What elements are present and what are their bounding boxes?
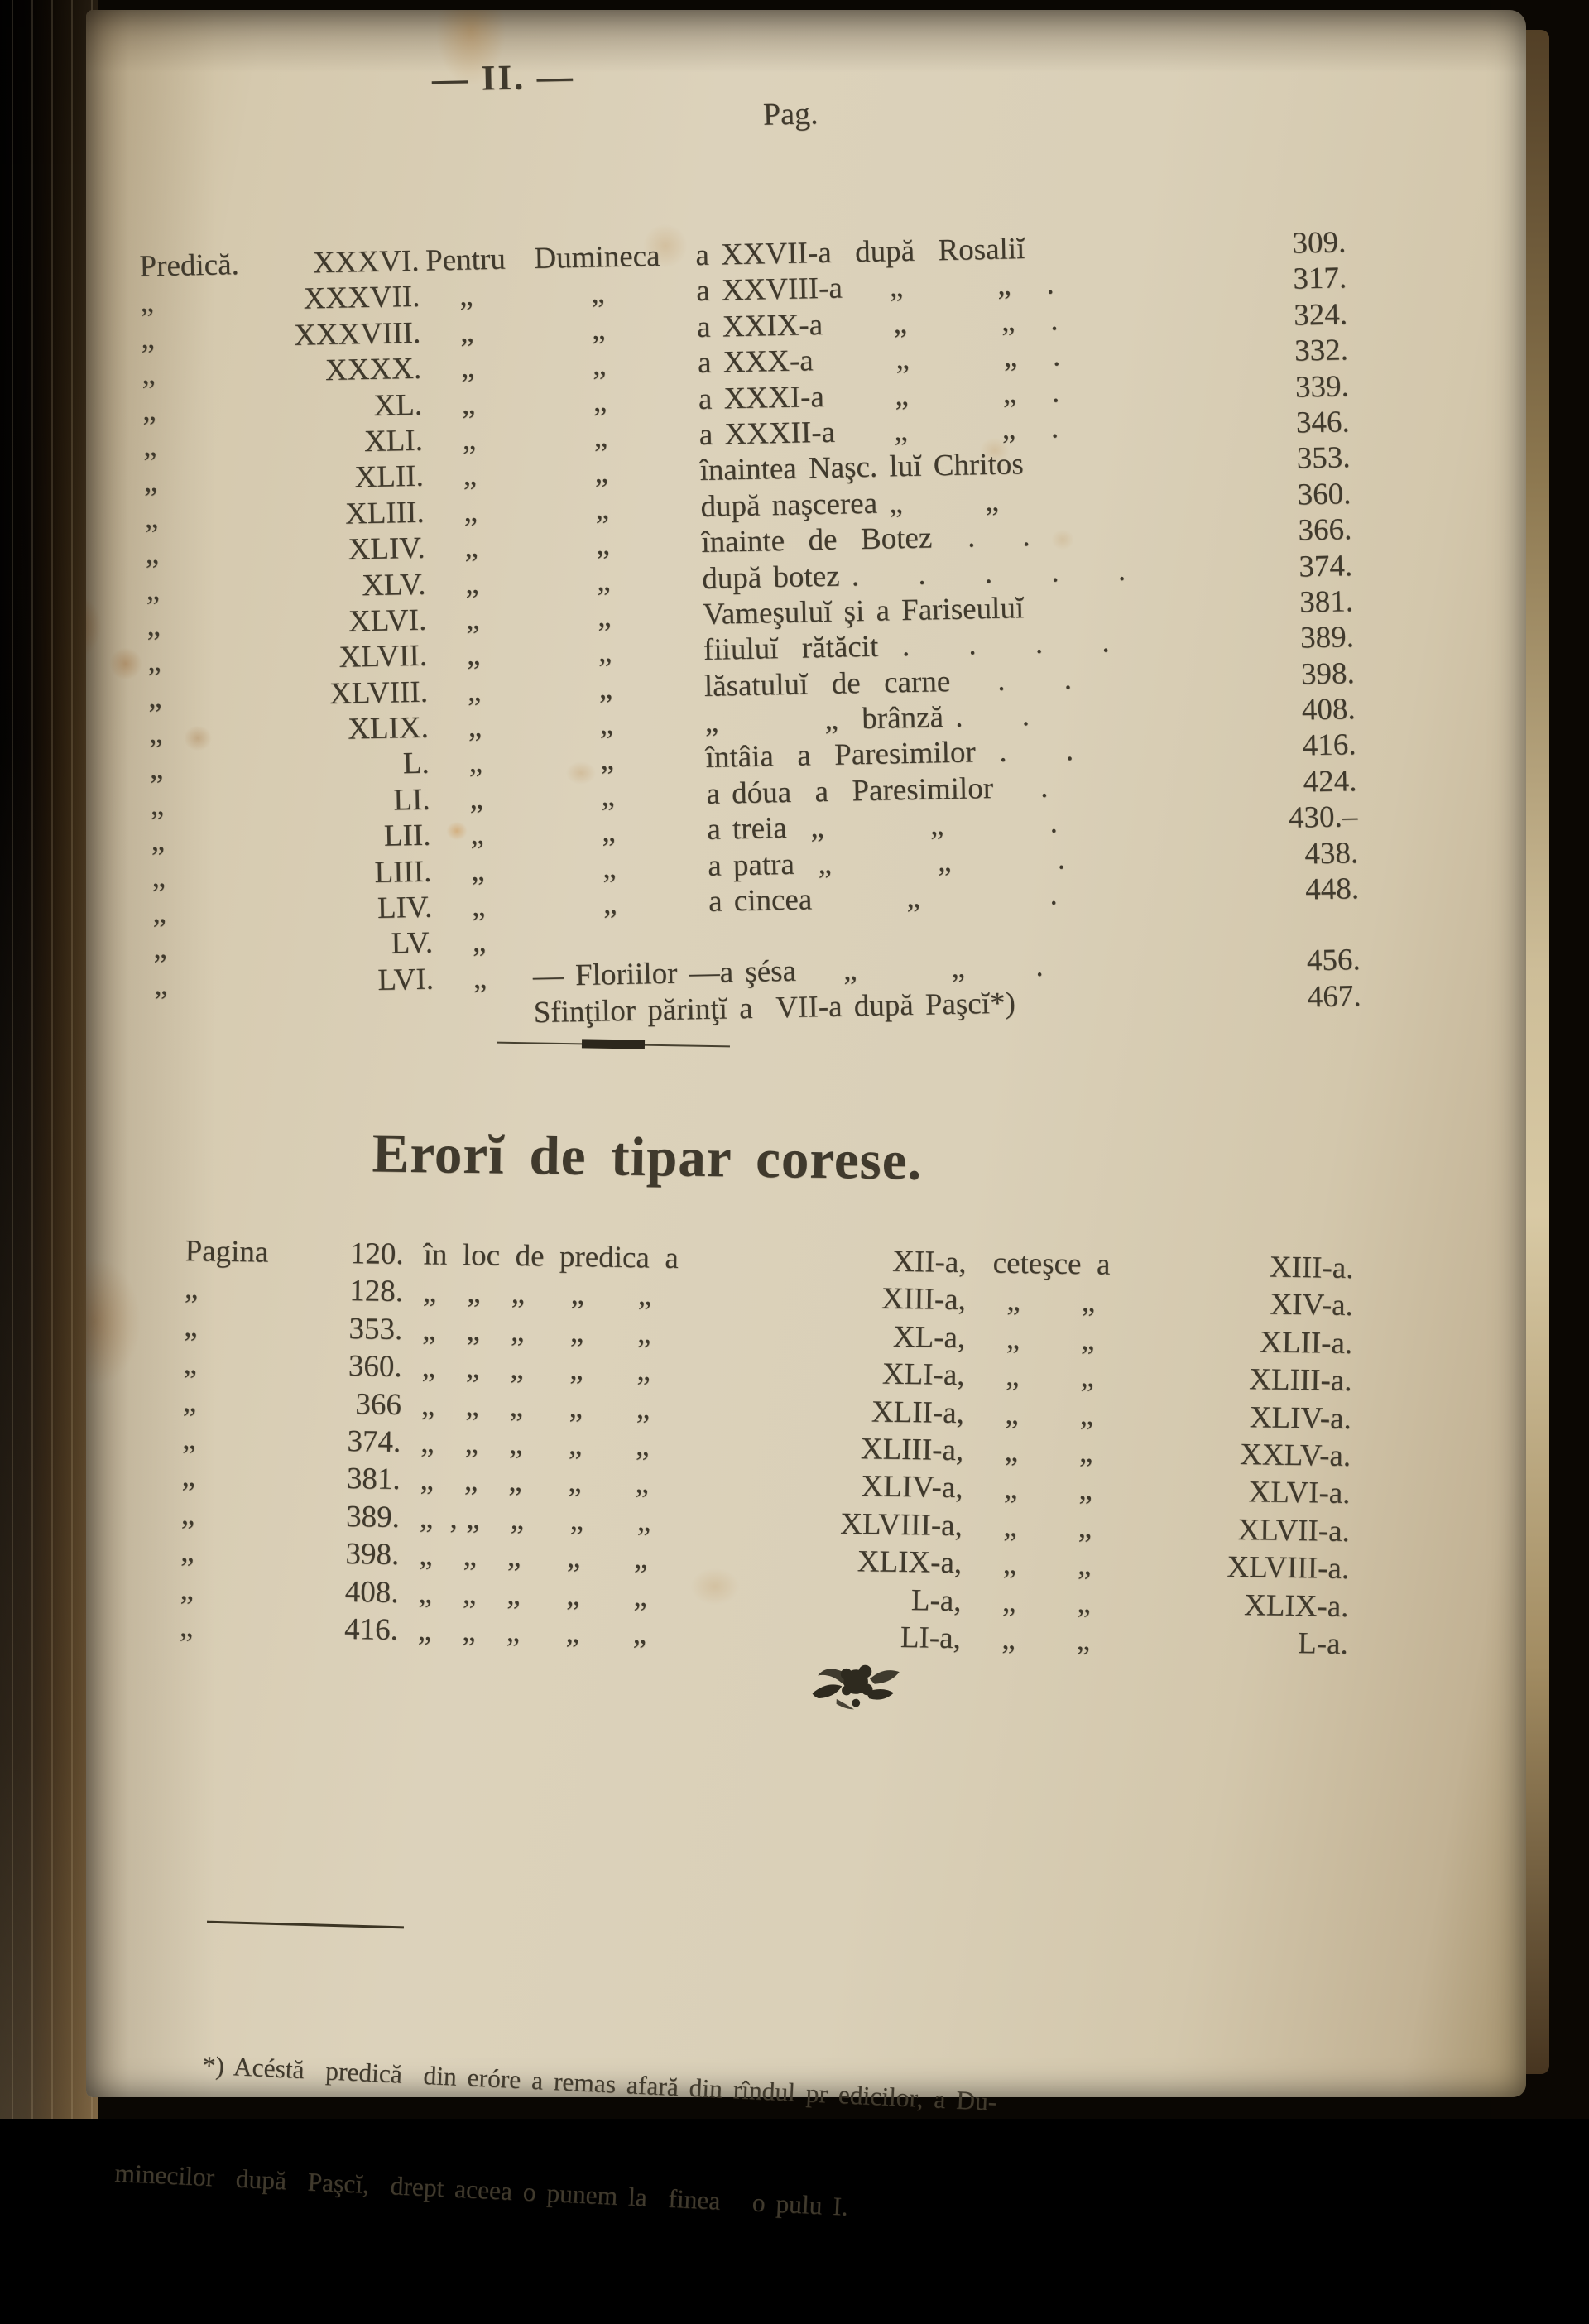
errata-correct-numeral: XLII-a. <box>1259 1325 1353 1361</box>
page-number-header: — II. — <box>431 57 576 99</box>
floral-ornament-icon <box>807 1650 907 1720</box>
toc-ditto-dumineca: Dumineca <box>534 238 660 276</box>
errata-page-number: 408. <box>344 1574 399 1610</box>
toc-sermon-numeral: XLIV. <box>348 531 425 567</box>
toc-page-number: 438. <box>1303 835 1359 872</box>
toc-sermon-numeral: LII. <box>383 818 431 854</box>
errata-pagina-label: „ <box>182 1422 197 1457</box>
toc-ditto-dumineca: „ <box>599 707 614 742</box>
errata-correct-numeral: XLIII-a. <box>1248 1362 1352 1399</box>
errata-pagina-label: „ <box>182 1384 197 1419</box>
errata-table <box>173 1233 1357 1664</box>
footnote <box>110 1968 1380 2324</box>
pag-column-label: Pag. <box>762 96 819 132</box>
toc-predica-label: „ <box>148 716 163 751</box>
toc-sermon-numeral: LVI. <box>377 962 434 997</box>
errata-page-number: 381. <box>346 1462 401 1497</box>
toc-page-number: 366. <box>1298 512 1352 548</box>
errata-cetesce-phrase: „ „ <box>1001 1621 1091 1658</box>
errata-inloc-phrase: „ „ „ „ „ <box>418 1575 648 1613</box>
toc-ditto-dumineca: „ <box>598 670 613 706</box>
toc-ditto-pentru: „ <box>461 387 476 421</box>
errata-page-number: 360. <box>348 1349 402 1385</box>
toc-predica-label: „ <box>152 931 167 966</box>
toc-predica-label: „ <box>146 572 161 607</box>
toc-page-number: 381. <box>1299 584 1354 620</box>
toc-sermon-numeral: LIV. <box>377 890 433 925</box>
toc-predica-label: „ <box>145 536 160 571</box>
toc-ditto-dumineca: „ <box>602 850 617 886</box>
toc-page-number: 324. <box>1293 297 1348 333</box>
errata-pagina-label: Pagina <box>185 1234 269 1270</box>
errata-cetesce-phrase: „ „ <box>1006 1284 1096 1319</box>
errata-inloc-phrase: „ „ „ „ „ <box>418 1538 648 1576</box>
toc-ditto-dumineca: „ <box>601 814 617 849</box>
toc-ditto-dumineca: „ <box>592 348 607 382</box>
toc-description: — Floriilor —a şésa „ „ . <box>532 949 1044 994</box>
toc-ditto-dumineca: „ <box>598 635 612 670</box>
book-binding-left <box>0 0 98 2119</box>
toc-ditto-pentru: „ <box>467 674 482 708</box>
toc-page-number: 467. <box>1307 978 1361 1015</box>
errata-correct-numeral: XLIV-a. <box>1249 1400 1352 1436</box>
toc-page-number: 424. <box>1303 764 1357 799</box>
toc-ditto-dumineca: „ <box>593 420 608 454</box>
errata-wrong-numeral: XLIII-a, <box>860 1432 964 1468</box>
errata-inloc-phrase: „ „ „ „ „ <box>417 1613 647 1651</box>
toc-ditto-pentru: „ <box>471 889 486 924</box>
toc-page-number: 360. <box>1297 476 1351 512</box>
toc-sermon-numeral: XLI. <box>363 423 424 459</box>
errata-cetesce-phrase: ceteşce a <box>992 1246 1111 1282</box>
errata-page-number: 353. <box>348 1311 403 1347</box>
toc-sermon-numeral: XLIII. <box>344 495 425 531</box>
toc-description: a treia „ „ . <box>706 805 1059 847</box>
errata-page-number: 366 <box>355 1386 402 1422</box>
toc-ditto-pentru: „ <box>465 602 480 636</box>
errata-inloc-phrase: „ „ „ „ „ <box>421 1313 651 1351</box>
toc-sermon-numeral: XLII. <box>354 459 425 495</box>
toc-description: înainte de Botez . . <box>700 519 1030 560</box>
errata-inloc-phrase: „ ‚ „ „ „ „ <box>419 1501 651 1539</box>
errata-wrong-numeral: LI-a, <box>900 1620 962 1655</box>
toc-description: a XXVII-a după Rosaliĭ <box>695 232 1025 273</box>
toc-description: a XXIX-a „ „ . <box>696 303 1059 344</box>
toc-ditto-pentru: „ <box>468 745 483 780</box>
toc-predica-label: „ <box>141 357 156 391</box>
toc-ditto-pentru: „ <box>473 961 487 996</box>
toc-ditto-dumineca: „ <box>591 312 606 347</box>
toc-description: înaintea Naşc. luĭ Chritos <box>699 447 1025 488</box>
divider-thick-bar <box>582 1039 645 1049</box>
toc-ditto-pentru: „ <box>462 422 477 457</box>
errata-heading: Erorĭ de tipar corese. <box>372 1122 923 1192</box>
errata-wrong-numeral: XL-a, <box>892 1319 966 1355</box>
errata-cetesce-phrase: „ „ <box>1002 1546 1092 1582</box>
toc-page-number: 346. <box>1295 405 1351 440</box>
toc-ditto-dumineca <box>526 948 696 951</box>
errata-correct-numeral: XIV-a. <box>1270 1287 1354 1323</box>
errata-correct-numeral: L-a. <box>1297 1626 1349 1661</box>
toc-predica-label: „ <box>144 500 159 535</box>
errata-cetesce-phrase: „ „ <box>1003 1472 1093 1507</box>
errata-inloc-phrase: „ „ „ „ „ <box>420 1462 650 1501</box>
book-page <box>86 10 1526 2221</box>
toc-predica-label: „ <box>146 608 161 643</box>
toc-sermon-numeral: XXXVIII. <box>293 315 421 353</box>
toc-predica-label: „ <box>142 429 157 463</box>
toc-page-number: 309. <box>1292 225 1347 261</box>
errata-wrong-numeral: L-a, <box>910 1582 962 1618</box>
footnote-rule <box>207 1921 404 1929</box>
toc-sermon-numeral: LI. <box>392 782 430 818</box>
errata-cetesce-phrase: „ „ <box>1006 1321 1095 1357</box>
errata-correct-numeral: XXLV-a. <box>1239 1438 1351 1473</box>
errata-cetesce-phrase: „ „ <box>1004 1433 1093 1470</box>
toc-page-number: 416. <box>1302 727 1356 763</box>
toc-ditto-pentru: „ <box>463 530 479 564</box>
toc-ditto-dumineca: „ <box>600 779 616 814</box>
toc-page-number: 430.– <box>1288 799 1358 836</box>
toc-page-number: 408. <box>1301 692 1356 727</box>
toc-sermon-numeral: XLV. <box>361 567 426 603</box>
errata-page-number: 128. <box>348 1274 404 1309</box>
toc-predica-label: „ <box>140 285 155 319</box>
footnote-line2: minecilor după Paşcĭ, drept aceea o punem la finea o pulu I. <box>113 2158 849 2221</box>
toc-description: Vameşuluĭ şi a Fariseuluĭ <box>702 591 1025 631</box>
toc-description: a dóua a Paresimilor . <box>706 770 1049 811</box>
toc-page-number: 389. <box>1299 620 1355 655</box>
toc-sermon-numeral: XLVII. <box>338 638 428 675</box>
toc-sermon-numeral: XLVIII. <box>329 675 429 711</box>
errata-inloc-phrase: „ „ „ „ „ <box>420 1425 650 1463</box>
toc-description: după botez . . . . . <box>701 553 1126 596</box>
toc-sermon-numeral: XXXX. <box>324 351 422 388</box>
toc-ditto-pentru: „ <box>459 315 474 349</box>
toc-ditto-pentru: „ <box>458 278 473 314</box>
toc-ditto-pentru: „ <box>472 924 487 960</box>
toc-page-number: 374. <box>1298 548 1353 584</box>
toc-description: întâia a Paresimilor . . <box>705 733 1074 775</box>
toc-ditto-pentru: „ <box>466 637 481 673</box>
errata-correct-numeral: XLVIII-a. <box>1227 1549 1350 1587</box>
errata-page-number: 416. <box>343 1611 399 1647</box>
toc-page-number: 353. <box>1296 440 1351 476</box>
toc-predica-label: Predică. <box>139 247 240 284</box>
toc-description: a patra „ „ . <box>707 841 1066 883</box>
errata-wrong-numeral: XLII-a, <box>871 1395 965 1430</box>
toc-sermon-numeral: XL. <box>373 387 423 423</box>
toc-page-number: 317. <box>1293 261 1347 296</box>
section-divider <box>497 1042 730 1048</box>
errata-correct-numeral: XLVII-a. <box>1237 1512 1351 1549</box>
errata-pagina-label: „ <box>179 1609 194 1645</box>
toc-description: a XXX-a „ „ . <box>697 339 1061 381</box>
footnote-line1: *) Acéstă predică din eróre a remas afară din rîndul pr edicilor, a Du- <box>201 2050 998 2116</box>
toc-ditto-pentru: „ <box>464 565 479 601</box>
errata-cetesce-phrase: „ „ <box>1003 1509 1092 1545</box>
toc-predica-label: „ <box>153 967 168 1002</box>
toc-ditto-pentru: „ <box>470 852 485 888</box>
toc-description: Sfinţilor părinţĭ a VII-a după Paşcĭ*) <box>533 986 1016 1030</box>
errata-cetesce-phrase: „ „ <box>1005 1359 1095 1395</box>
toc-predica-label: „ <box>146 644 162 679</box>
errata-wrong-numeral: XLIV-a, <box>861 1469 963 1505</box>
toc-ditto-pentru: „ <box>463 494 478 529</box>
toc-description: după naşcerea „ „ <box>700 483 1000 524</box>
errata-pagina-label: „ <box>184 1271 199 1306</box>
errata-pagina-label: „ <box>183 1347 198 1381</box>
errata-correct-numeral: XIII-a. <box>1269 1250 1354 1286</box>
toc-predica-label: „ <box>142 392 156 428</box>
toc-sermon-numeral: L. <box>402 747 430 781</box>
toc-sermon-numeral: XXXVII. <box>303 280 420 316</box>
errata-wrong-numeral: XLVIII-a, <box>839 1506 963 1543</box>
errata-pagina-label: „ <box>181 1459 196 1494</box>
errata-pagina-label: „ <box>180 1534 195 1569</box>
toc-description: a XXXII-a „ „ . <box>698 411 1059 452</box>
toc-ditto-pentru: „ <box>463 458 478 493</box>
toc-ditto-dumineca: „ <box>602 886 617 921</box>
toc-predica-label: „ <box>151 859 166 895</box>
toc-ditto-dumineca: „ <box>594 491 610 526</box>
toc-predica-label: „ <box>140 321 156 356</box>
toc-ditto-pentru: „ <box>469 817 485 852</box>
errata-inloc-phrase: în loc de predica a <box>423 1237 679 1275</box>
toc-description: lăsatuluĭ de carne . . <box>703 661 1073 703</box>
toc-sermon-numeral: LIII. <box>374 854 432 890</box>
errata-wrong-numeral: XIII-a, <box>881 1281 967 1318</box>
toc-ditto-dumineca: „ <box>590 276 605 311</box>
toc-sermon-numeral: LV. <box>391 926 434 962</box>
toc-page-number: 398. <box>1300 655 1356 692</box>
errata-inloc-phrase: „ „ „ „ „ <box>422 1275 652 1313</box>
toc-ditto-pentru: Pentru <box>425 242 506 278</box>
toc-ditto-dumineca: „ <box>594 455 609 490</box>
errata-page-number: 389. <box>345 1499 401 1534</box>
errata-correct-numeral: XLIX-a. <box>1243 1587 1349 1624</box>
toc-ditto-pentru: „ <box>460 350 475 385</box>
errata-wrong-numeral: XII-a, <box>891 1244 967 1280</box>
toc-description: a XXVIII-a „ „ . <box>695 266 1055 309</box>
errata-pagina-label: „ <box>180 1572 194 1606</box>
errata-cetesce-phrase: „ „ <box>1001 1584 1092 1620</box>
toc-page-number: 448. <box>1304 872 1360 907</box>
toc-predica-label: „ <box>149 751 164 786</box>
errata-inloc-phrase: „ „ „ „ „ <box>420 1387 650 1426</box>
toc-description: a cincea „ . <box>708 877 1059 919</box>
toc-ditto-dumineca: „ <box>600 742 615 777</box>
errata-pagina-label: „ <box>180 1496 195 1532</box>
toc-table <box>134 224 1361 1030</box>
toc-ditto-pentru: „ <box>468 781 484 816</box>
errata-correct-numeral: XLVI-a. <box>1248 1475 1351 1511</box>
errata-page-number: 374. <box>347 1424 401 1459</box>
errata-wrong-numeral: XLI-a, <box>881 1356 965 1393</box>
toc-ditto-dumineca: „ <box>596 563 611 598</box>
errata-cetesce-phrase: „ „ <box>1005 1396 1094 1432</box>
toc-sermon-numeral: XLIX. <box>347 710 430 747</box>
toc-page-number: 456. <box>1306 943 1361 978</box>
toc-page-number: 332. <box>1294 333 1349 368</box>
toc-predica-label: „ <box>143 464 158 499</box>
toc-predica-label: „ <box>151 823 166 858</box>
toc-description: a XXXI-a „ „ . <box>698 374 1060 416</box>
toc-predica-label: „ <box>147 679 162 715</box>
toc-description: „ „ brânză . . <box>704 699 1030 740</box>
toc-ditto-dumineca: „ <box>595 527 611 562</box>
toc-predica-label: „ <box>150 787 165 823</box>
errata-wrong-numeral: XLIX-a, <box>857 1544 963 1581</box>
toc-sermon-numeral: XXXVI. <box>312 243 420 281</box>
errata-page-number: 398. <box>345 1537 400 1573</box>
toc-ditto-pentru: „ <box>468 709 482 744</box>
errata-inloc-phrase: „ „ „ „ „ <box>421 1350 651 1388</box>
toc-ditto-dumineca: „ <box>597 599 612 634</box>
toc-sermon-numeral: XLVI. <box>348 603 427 639</box>
toc-predica-label: „ <box>151 896 167 930</box>
toc-page-number: 339. <box>1294 368 1350 405</box>
errata-page-number: 120. <box>349 1236 404 1272</box>
toc-description: fiiuluĭ rătăcit . . . . <box>703 625 1110 668</box>
toc-ditto-dumineca: „ <box>593 383 607 419</box>
errata-pagina-label: „ <box>184 1308 199 1344</box>
